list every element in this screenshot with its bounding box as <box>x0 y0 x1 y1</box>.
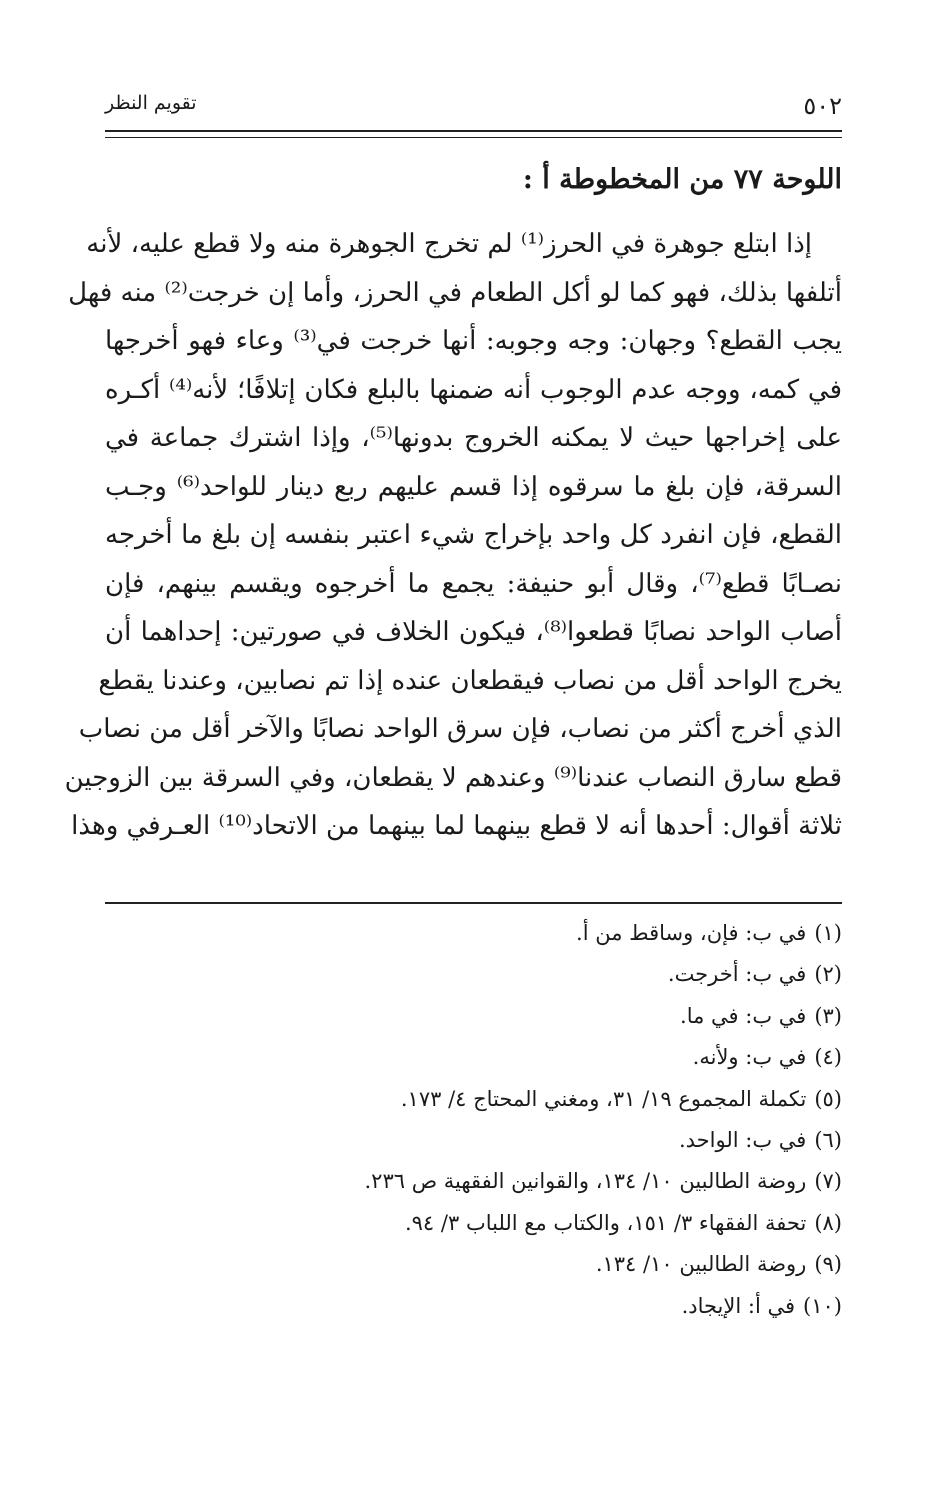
footnote <box>105 1203 842 1244</box>
footnote <box>105 954 842 995</box>
footnote <box>105 1286 842 1327</box>
footnote-number: (٦) <box>814 1127 842 1152</box>
footnote <box>105 1120 842 1161</box>
footnote-number: (٨) <box>814 1210 842 1235</box>
footnote-number: (٣) <box>814 1003 842 1028</box>
footnote-number: (١) <box>814 921 842 945</box>
footnote-number: (٢) <box>814 962 842 987</box>
footnote <box>105 1161 842 1202</box>
footnote-number: (٩) <box>814 1252 842 1277</box>
body-line: ثلاثة أقوال: أحدها أنه لا قطع بينهما لما بينهما من الاتحاد⁽¹⁰⁾ العـرفي وهذا <box>71 811 842 841</box>
header-rule-bottom <box>105 137 842 138</box>
body-line: يخرج الواحد أقل من نصاب فيقطعان عنده إذا تم نصابين، وعندنا يقطع <box>98 665 842 696</box>
footnote <box>105 996 842 1037</box>
body-line: نصـابًا قطع⁽⁷⁾، وقال أبو حنيفة: يجمع ما أخرجوه ويقسم بينهم، فإن <box>105 568 842 599</box>
footnote-text: في ب: فإن، وساقط من أ. <box>576 921 807 945</box>
body-line: أتلفها بذلك، فهو كما لو أكل الطعام في الحرز، وأما إن خرجت⁽²⁾ منه فهل <box>68 277 842 308</box>
footnotes <box>105 913 842 1327</box>
footnote-number: (٥) <box>814 1086 842 1111</box>
body-line: السرقة، فإن بلغ ما سرقوه إذا قسم عليهم ربع دينار للواحد⁽⁶⁾ وجـب <box>105 471 842 502</box>
footnote <box>105 1079 842 1120</box>
body-line: يجب القطع؟ وجهان: وجه وجوبه: أنها خرجت في⁽³⁾ وعاء فهو أخرجها <box>105 326 842 356</box>
footnote-text: روضة الطالبين ١٠/ ١٣٤. <box>595 1252 807 1277</box>
footnote-text: في ب: الواحد. <box>678 1127 807 1152</box>
body-line: القطع، فإن انفرد كل واحد بإخراج شيء اعتبر بنفسه إن بلغ ما أخرجه <box>105 520 842 550</box>
body-text <box>64 220 842 851</box>
footnote-text: تحفة الفقهاء ٣/ ١٥١، والكتاب مع اللباب ٣/ ٩٤. <box>404 1210 807 1235</box>
body-line: أصاب الواحد نصابًا قطعوا⁽⁸⁾، فيكون الخلاف في صورتين: إحداهما أن <box>105 617 842 647</box>
body-line: في كمه، ووجه عدم الوجوب أنه ضمنها بالبلع فكان إتلافًا؛ لأنه⁽⁴⁾ أكـره <box>105 374 842 405</box>
footnote-number: (١٠) <box>803 1293 842 1318</box>
footnote-text: في ب: في ما. <box>680 1003 807 1028</box>
footnote <box>105 1244 842 1285</box>
page-number: ٥٠٢ <box>803 92 842 120</box>
footnote <box>105 1037 842 1078</box>
body-line: الذي أخرج أكثر من نصاب، فإن سرق الواحد نصابًا والآخر أقل من نصاب <box>78 714 842 744</box>
section-heading: اللوحة ٧٧ من المخطوطة أ : <box>522 164 842 195</box>
footnote-text: في أ: الإيجاد. <box>681 1293 796 1318</box>
running-title: تقويم النظر <box>105 92 197 114</box>
body-line: قطع سارق النصاب عندنا⁽⁹⁾ وعندهم لا يقطعان، وفي السرقة بين الزوجين <box>64 762 842 793</box>
footnote-text: في ب: ولأنه. <box>692 1045 807 1070</box>
footnote-text: روضة الطالبين ١٠/ ١٣٤، والقوانين الفقهية ص ٢٣٦. <box>364 1169 807 1194</box>
footnote <box>105 913 842 954</box>
footnote-number: (٧) <box>814 1169 842 1194</box>
footnote-text: في ب: أخرجت. <box>667 962 807 987</box>
page-header <box>105 88 842 128</box>
footnote-number: (٤) <box>814 1045 842 1070</box>
footnote-text: تكملة المجموع ١٩/ ٣١، ومغني المحتاج ٤/ ١٧٣. <box>400 1086 807 1111</box>
header-rule-top <box>105 130 842 132</box>
body-line: على إخراجها حيث لا يمكنه الخروج بدونها⁽⁵⁾، وإذا اشترك جماعة في <box>105 423 842 453</box>
body-line: إذا ابتلع جوهرة في الحرز⁽¹⁾ لم تخرج الجوهرة منه ولا قطع عليه، لأنه <box>86 229 812 259</box>
footnote-separator <box>105 902 842 904</box>
